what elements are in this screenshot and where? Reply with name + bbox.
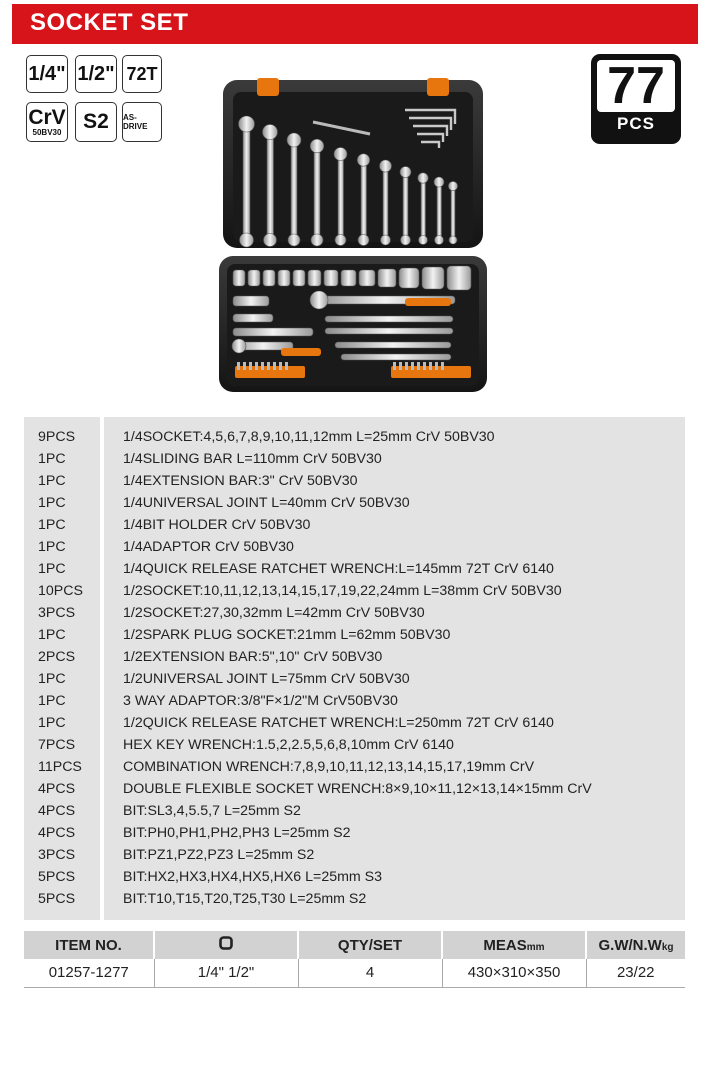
list-item bbox=[24, 646, 685, 668]
list-item bbox=[24, 448, 685, 470]
badge-crv-label: CrV bbox=[28, 106, 66, 129]
component-qty: 1PC bbox=[38, 517, 66, 533]
list-item bbox=[24, 580, 685, 602]
meas-header-unit: mm bbox=[526, 941, 545, 953]
component-qty: 4PCS bbox=[38, 825, 76, 841]
list-item bbox=[24, 712, 685, 734]
list-item bbox=[24, 514, 685, 536]
component-description: 1/4ADAPTOR CrV 50BV30 bbox=[123, 539, 294, 555]
table-row bbox=[24, 959, 685, 987]
list-item bbox=[24, 822, 685, 844]
component-description: DOUBLE FLEXIBLE SOCKET WRENCH:8×9,10×11,12×13,14×15mm CrV bbox=[123, 781, 592, 797]
badge-as-drive: AS-DRIVE bbox=[122, 102, 162, 142]
component-description: 1/2EXTENSION BAR:5",10" CrV 50BV30 bbox=[123, 649, 383, 665]
piece-count-unit: PCS bbox=[617, 114, 655, 133]
component-qty: 3PCS bbox=[38, 605, 76, 621]
component-qty: 3PCS bbox=[38, 847, 76, 863]
component-description: BIT:HX2,HX3,HX4,HX5,HX6 L=25mm S3 bbox=[123, 869, 383, 885]
component-qty: 11PCS bbox=[38, 759, 82, 775]
badge-crv-grade: 50BV30 bbox=[32, 128, 62, 137]
component-qty: 1PC bbox=[38, 715, 66, 731]
piece-count-number: 77 bbox=[597, 60, 675, 112]
qty-set-cell: 4 bbox=[298, 959, 442, 987]
title-bar bbox=[12, 4, 698, 44]
component-description: 1/4SOCKET:4,5,6,7,8,9,10,11,12mm L=25mm CrV 50BV30 bbox=[123, 429, 495, 445]
list-item bbox=[24, 602, 685, 624]
list-item bbox=[24, 492, 685, 514]
item-no-cell: 01257-1277 bbox=[24, 959, 154, 987]
component-description: 1/2UNIVERSAL JOINT L=75mm CrV 50BV30 bbox=[123, 671, 410, 687]
component-qty: 1PC bbox=[38, 627, 66, 643]
drive-header bbox=[154, 931, 298, 959]
badge-crv bbox=[26, 102, 68, 142]
component-qty: 1PC bbox=[38, 451, 66, 467]
list-item bbox=[24, 558, 685, 580]
meas-cell: 430×310×350 bbox=[442, 959, 586, 987]
list-item bbox=[24, 690, 685, 712]
list-item bbox=[24, 778, 685, 800]
list-item bbox=[24, 844, 685, 866]
component-qty: 10PCS bbox=[38, 583, 83, 599]
weight-header-unit: kg bbox=[661, 941, 674, 953]
item-info-table bbox=[24, 931, 685, 988]
component-description: 1/2SOCKET:27,30,32mm L=42mm CrV 50BV30 bbox=[123, 605, 425, 621]
component-qty: 1PC bbox=[38, 539, 66, 555]
qty-set-header: QTY/SET bbox=[298, 931, 442, 959]
socket-icon bbox=[219, 936, 233, 950]
list-item bbox=[24, 470, 685, 492]
list-item bbox=[24, 866, 685, 888]
component-description: 1/2QUICK RELEASE RATCHET WRENCH:L=250mm 72T CrV 6140 bbox=[123, 715, 554, 731]
list-item bbox=[24, 888, 685, 910]
meas-header-label: MEAS bbox=[483, 936, 527, 954]
list-item bbox=[24, 668, 685, 690]
component-qty: 1PC bbox=[38, 671, 66, 687]
component-qty: 5PCS bbox=[38, 891, 76, 907]
badge-half-drive: 1/2" bbox=[75, 55, 117, 93]
weight-cell: 23/22 bbox=[586, 959, 685, 987]
badge-s2: S2 bbox=[75, 102, 117, 142]
list-item bbox=[24, 734, 685, 756]
badge-72-teeth: 72T bbox=[122, 55, 162, 93]
component-description: BIT:T10,T15,T20,T25,T30 L=25mm S2 bbox=[123, 891, 367, 907]
component-qty: 9PCS bbox=[38, 429, 76, 445]
tool-case-image bbox=[205, 70, 501, 396]
drive-cell: 1/4" 1/2" bbox=[154, 959, 298, 987]
component-description: 1/4SLIDING BAR L=110mm CrV 50BV30 bbox=[123, 451, 382, 467]
component-description: BIT:SL3,4,5.5,7 L=25mm S2 bbox=[123, 803, 301, 819]
component-description: 3 WAY ADAPTOR:3/8"F×1/2"M CrV50BV30 bbox=[123, 693, 398, 709]
component-description: 1/4QUICK RELEASE RATCHET WRENCH:L=145mm 72T CrV 6140 bbox=[123, 561, 554, 577]
component-qty: 4PCS bbox=[38, 781, 76, 797]
list-item bbox=[24, 426, 685, 448]
list-item bbox=[24, 800, 685, 822]
component-description: BIT:PH0,PH1,PH2,PH3 L=25mm S2 bbox=[123, 825, 351, 841]
page-title: SOCKET SET bbox=[30, 9, 189, 36]
component-description: HEX KEY WRENCH:1.5,2,2.5,5,6,8,10mm CrV 6140 bbox=[123, 737, 454, 753]
list-item bbox=[24, 536, 685, 558]
component-description: 1/4EXTENSION BAR:3" CrV 50BV30 bbox=[123, 473, 358, 489]
component-description: 1/2SOCKET:10,11,12,13,14,15,17,19,22,24mm L=38mm CrV 50BV30 bbox=[123, 583, 562, 599]
component-description: 1/4UNIVERSAL JOINT L=40mm CrV 50BV30 bbox=[123, 495, 410, 511]
component-list bbox=[24, 417, 685, 920]
component-qty: 1PC bbox=[38, 495, 66, 511]
table-header-row bbox=[24, 931, 685, 959]
component-description: 1/4BIT HOLDER CrV 50BV30 bbox=[123, 517, 311, 533]
badge-quarter-drive: 1/4" bbox=[26, 55, 68, 93]
piece-count-badge bbox=[591, 54, 681, 144]
weight-header-label: G.W/N.W bbox=[598, 936, 662, 954]
weight-header bbox=[586, 931, 685, 959]
component-qty: 2PCS bbox=[38, 649, 76, 665]
component-qty: 1PC bbox=[38, 561, 66, 577]
item-no-header: ITEM NO. bbox=[24, 931, 154, 959]
component-qty: 4PCS bbox=[38, 803, 76, 819]
component-description: BIT:PZ1,PZ2,PZ3 L=25mm S2 bbox=[123, 847, 315, 863]
component-qty: 7PCS bbox=[38, 737, 76, 753]
component-qty: 1PC bbox=[38, 473, 66, 489]
component-description: COMBINATION WRENCH:7,8,9,10,11,12,13,14,15,17,19mm CrV bbox=[123, 759, 535, 775]
component-description: 1/2SPARK PLUG SOCKET:21mm L=62mm 50BV30 bbox=[123, 627, 451, 643]
list-item bbox=[24, 624, 685, 646]
meas-header bbox=[442, 931, 586, 959]
list-item bbox=[24, 756, 685, 778]
component-qty: 1PC bbox=[38, 693, 66, 709]
component-qty: 5PCS bbox=[38, 869, 76, 885]
